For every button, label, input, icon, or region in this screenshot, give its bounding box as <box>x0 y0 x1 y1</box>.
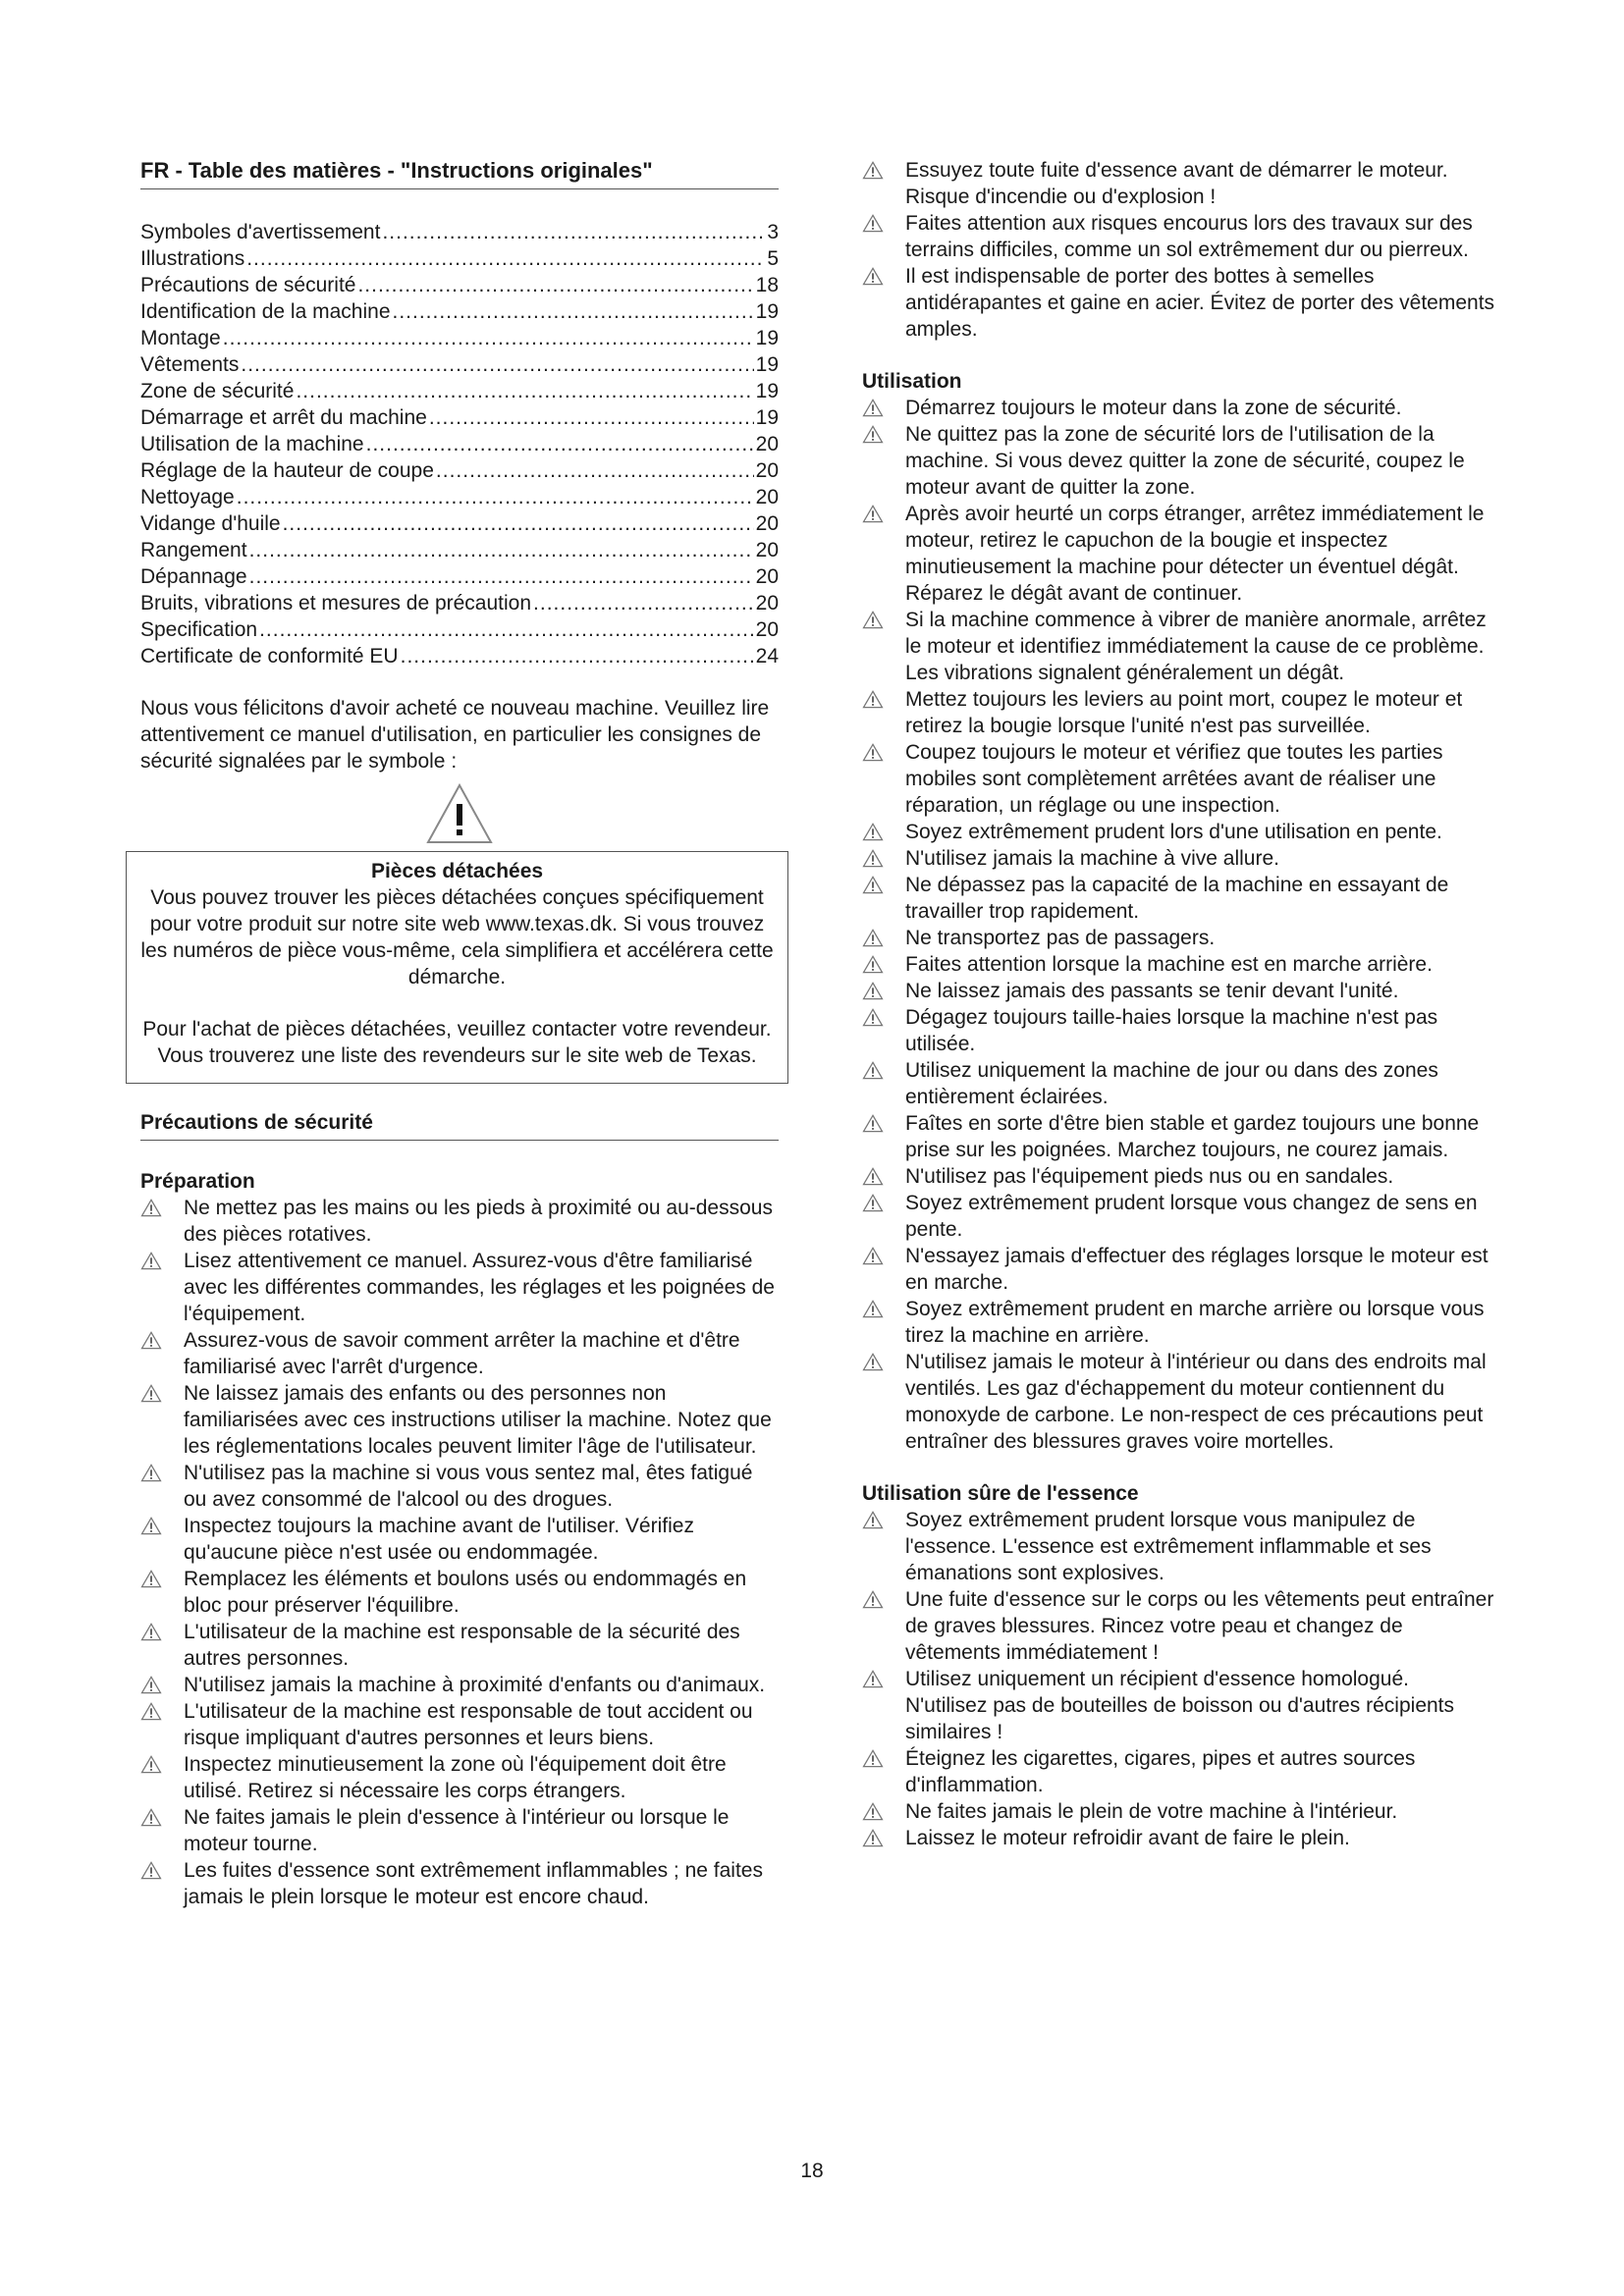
warning-item <box>140 1619 779 1672</box>
warning-item <box>140 1195 779 1248</box>
warning-item <box>862 1666 1495 1745</box>
warning-icon <box>862 849 884 868</box>
warning-item <box>862 1190 1495 1243</box>
warning-icon <box>140 1331 162 1350</box>
warning-text: Remplacez les éléments et boulons usés ou endommagés en bloc pour préserver l'équilibre. <box>184 1568 747 1617</box>
utilisation-list <box>862 395 1495 1455</box>
warning-text: Lisez attentivement ce manuel. Assurez-vous d'être familiarisé avec les différentes commandes, les réglages et les poignées de l'équipement. <box>184 1250 775 1325</box>
warning-text: Démarrez toujours le moteur dans la zone de sécurité. <box>905 397 1402 419</box>
warning-text: N'utilisez pas l'équipement pieds nus ou en sandales. <box>905 1165 1394 1188</box>
warning-icon <box>862 1829 884 1847</box>
warning-text: Soyez extrêmement prudent lors d'une utilisation en pente. <box>905 821 1442 843</box>
warning-text: L'utilisateur de la machine est responsable de tout accident ou risque impliquant d'autres personnes et leurs biens. <box>184 1700 753 1749</box>
toc-dot-leader <box>401 643 754 669</box>
warning-item <box>140 1566 779 1619</box>
warning-text: Ne mettez pas les mains ou les pieds à proximité ou au-dessous des pièces rotatives. <box>184 1197 773 1246</box>
toc-entry-title: Certificate de conformité EU <box>140 645 399 667</box>
toc-dot-leader <box>223 325 754 351</box>
warning-text: Ne faites jamais le plein de votre machine à l'intérieur. <box>905 1800 1398 1823</box>
warning-icon <box>862 1511 884 1529</box>
toc-entry <box>140 404 779 431</box>
warning-item <box>862 686 1495 739</box>
toc-entry <box>140 298 779 325</box>
toc-entry-page: 19 <box>755 353 779 376</box>
warning-icon <box>862 1353 884 1371</box>
warning-icon <box>862 1061 884 1080</box>
warning-icon <box>862 425 884 444</box>
warning-item <box>140 1804 779 1857</box>
toc-entry <box>140 219 779 245</box>
warning-text: Une fuite d'essence sur le corps ou les vêtements peut entraîner de graves blessures. Rincez votre peau et changez de vêtements immédiatement ! <box>905 1588 1494 1664</box>
toc-entry <box>140 537 779 563</box>
warning-icon <box>862 505 884 523</box>
toc-entry-title: Specification <box>140 618 258 641</box>
warning-item <box>140 1857 779 1910</box>
warning-text: Utilisez uniquement un récipient d'essence homologué. N'utilisez pas de bouteilles de boisson ou d'autres récipients similaires ! <box>905 1668 1455 1743</box>
warning-icon <box>140 1252 162 1270</box>
toc-entry-page: 19 <box>755 300 779 323</box>
warning-icon <box>862 1194 884 1212</box>
safety-heading: Précautions de sécurité <box>140 1109 779 1141</box>
toc-entry <box>140 351 779 378</box>
toc-dot-leader <box>296 378 753 404</box>
warning-item <box>862 1110 1495 1163</box>
warning-item <box>862 607 1495 686</box>
warning-text: Utilisez uniquement la machine de jour ou dans des zones entièrement éclairées. <box>905 1059 1438 1108</box>
warning-item <box>862 819 1495 845</box>
toc-entry-title: Vidange d'huile <box>140 512 281 535</box>
warning-icon <box>140 1808 162 1827</box>
warning-item <box>140 1513 779 1566</box>
warning-icon <box>862 214 884 233</box>
warning-item <box>862 925 1495 951</box>
spare-parts-title: Pièces détachées <box>370 860 544 882</box>
warning-text: Mettez toujours les leviers au point mort, coupez le moteur et retirez la bougie lorsque l'unité n'est pas surveillée. <box>905 688 1463 737</box>
toc-dot-leader <box>393 298 754 325</box>
warning-item <box>862 951 1495 978</box>
toc-entry <box>140 590 779 616</box>
warning-icon <box>862 1167 884 1186</box>
warning-text: L'utilisateur de la machine est responsable de la sécurité des autres personnes. <box>184 1621 740 1670</box>
warning-icon <box>862 690 884 709</box>
toc-entry-title: Illustrations <box>140 247 245 270</box>
toc-dot-leader <box>259 616 754 643</box>
warning-text: Il est indispensable de porter des bottes à semelles antidérapantes et gaine en acier. Évitez de porter des vêtements amples. <box>905 265 1495 341</box>
toc-dot-leader <box>241 351 753 378</box>
toc-entry-page: 20 <box>755 512 779 535</box>
toc-entry-title: Symboles d'avertissement <box>140 221 381 243</box>
fuel-safety-heading: Utilisation sûre de l'essence <box>862 1482 1139 1505</box>
warning-item <box>862 872 1495 925</box>
toc-entry-page: 20 <box>755 486 779 508</box>
warning-text: Ne laissez jamais des enfants ou des personnes non familiarisées avec ces instructions utiliser la machine. Notez que les réglementations locales peuvent limiter l'âge de l'utilisateur. <box>184 1382 772 1458</box>
warning-text: N'utilisez jamais la machine à vive allure. <box>905 847 1279 870</box>
toc-dot-leader <box>249 537 754 563</box>
preparation-heading: Préparation <box>140 1170 255 1193</box>
warning-icon <box>862 1114 884 1133</box>
warning-item <box>862 1745 1495 1798</box>
warning-item <box>862 1349 1495 1455</box>
warning-icon <box>862 1670 884 1688</box>
warning-text: Ne laissez jamais des passants se tenir devant l'unité. <box>905 980 1399 1002</box>
warning-item <box>862 1057 1495 1110</box>
warning-item <box>862 739 1495 819</box>
warning-item <box>862 1296 1495 1349</box>
warning-text: Faites attention aux risques encourus lors des travaux sur des terrains difficiles, comme un sol extrêmement dur ou pierreux. <box>905 212 1473 261</box>
toc-entry <box>140 272 779 298</box>
preparation-list-continued <box>862 157 1495 343</box>
toc-entry-title: Montage <box>140 327 221 349</box>
toc-entry-title: Réglage de la hauteur de coupe <box>140 459 434 482</box>
warning-text: Coupez toujours le moteur et vérifiez que toutes les parties mobiles sont complètement arrêtées avant de réaliser une réparation, un réglage ou une inspection. <box>905 741 1443 817</box>
toc-entry-title: Rangement <box>140 539 247 561</box>
warning-text: Éteignez les cigarettes, cigares, pipes et autres sources d'inflammation. <box>905 1747 1416 1796</box>
warning-text: Ne transportez pas de passagers. <box>905 927 1216 949</box>
warning-item <box>862 1243 1495 1296</box>
warning-icon <box>140 1384 162 1403</box>
spare-parts-dealer-paragraph: Pour l'achat de pièces détachées, veuillez contacter votre revendeur. Vous trouverez une liste des revendeurs sur le site web de Texas. <box>142 1018 772 1067</box>
toc-entry-page: 18 <box>755 274 779 296</box>
toc-entry <box>140 245 779 272</box>
warning-item <box>862 1507 1495 1586</box>
right-column <box>862 157 1495 1851</box>
warning-item <box>862 263 1495 343</box>
preparation-list <box>140 1195 779 1910</box>
toc-entry <box>140 431 779 457</box>
utilisation-heading: Utilisation <box>862 370 962 393</box>
toc-entry <box>140 484 779 510</box>
warning-item <box>862 1798 1495 1825</box>
warning-icon <box>862 399 884 417</box>
toc-dot-leader <box>237 484 754 510</box>
spare-parts-box <box>126 851 788 1084</box>
warning-item <box>140 1380 779 1460</box>
warning-text: N'essayez jamais d'effectuer des réglages lorsque le moteur est en marche. <box>905 1245 1489 1294</box>
toc-entry-title: Bruits, vibrations et mesures de précaution <box>140 592 532 614</box>
warning-icon <box>862 876 884 894</box>
warning-icon <box>140 1570 162 1588</box>
toc-entry <box>140 510 779 537</box>
warning-icon <box>862 743 884 762</box>
warning-text: N'utilisez pas la machine si vous vous sentez mal, êtes fatigué ou avez consommé de l'alcool ou des drogues. <box>184 1462 753 1511</box>
warning-item <box>140 1751 779 1804</box>
toc-dot-leader <box>533 590 754 616</box>
toc-heading: FR - Table des matières - "Instructions originales" <box>140 157 779 189</box>
left-column <box>140 157 779 1910</box>
warning-item <box>862 1163 1495 1190</box>
warning-text: Soyez extrêmement prudent en marche arrière ou lorsque vous tirez la machine en arrière. <box>905 1298 1485 1347</box>
toc-list <box>140 219 779 669</box>
warning-icon <box>862 1590 884 1609</box>
warning-text: Essuyez toute fuite d'essence avant de démarrer le moteur. Risque d'incendie ou d'explosion ! <box>905 159 1448 208</box>
warning-item <box>140 1698 779 1751</box>
warning-icon <box>862 955 884 974</box>
toc-entry-page: 19 <box>755 327 779 349</box>
warning-icon <box>862 267 884 286</box>
warning-icon <box>862 929 884 947</box>
warning-item <box>862 845 1495 872</box>
toc-entry-page: 20 <box>755 433 779 455</box>
warning-item <box>862 395 1495 421</box>
warning-text: Faites attention lorsque la machine est en marche arrière. <box>905 953 1433 976</box>
toc-dot-leader <box>246 245 765 272</box>
toc-entry-title: Précautions de sécurité <box>140 274 356 296</box>
toc-entry-page: 19 <box>755 380 779 402</box>
toc-entry <box>140 616 779 643</box>
warning-text: Ne dépassez pas la capacité de la machine en essayant de travailler trop rapidement. <box>905 874 1449 923</box>
spare-parts-paragraph: Vous pouvez trouver les pièces détachées conçues spécifiquement pour votre produit sur notre site web www.texas.dk. Si vous trouvez les numéros de pièce vous-même, cela simplifiera et accélérera cette démarche. <box>140 886 774 988</box>
toc-dot-leader <box>249 563 754 590</box>
warning-text: N'utilisez jamais le moteur à l'intérieur ou dans des endroits mal ventilés. Les gaz d'échappement du moteur contiennent du monoxyde de carbone. Le non-respect de ces précautions peut entraîner des blessures graves voire mortelles. <box>905 1351 1487 1453</box>
warning-item <box>862 1825 1495 1851</box>
warning-icon <box>862 611 884 629</box>
warning-icon <box>140 1464 162 1482</box>
warning-text: Ne quittez pas la zone de sécurité lors de l'utilisation de la machine. Si vous devez quitter la zone de sécurité, coupez le moteur avant de quitter la zone. <box>905 423 1465 499</box>
warning-icon <box>862 1008 884 1027</box>
toc-entry-title: Identification de la machine <box>140 300 391 323</box>
toc-entry <box>140 563 779 590</box>
toc-dot-leader <box>357 272 753 298</box>
warning-text: Assurez-vous de savoir comment arrêter la machine et d'être familiarisé avec l'arrêt d'urgence. <box>184 1329 740 1378</box>
warning-icon <box>862 1300 884 1318</box>
toc-entry-page: 20 <box>755 539 779 561</box>
toc-dot-leader <box>436 457 754 484</box>
toc-entry-page: 5 <box>767 247 779 270</box>
warning-text: Ne faites jamais le plein d'essence à l'intérieur ou lorsque le moteur tourne. <box>184 1806 730 1855</box>
warning-text: Inspectez toujours la machine avant de l'utiliser. Vérifiez qu'aucune pièce n'est usée ou endommagée. <box>184 1515 694 1564</box>
warning-icon <box>425 782 494 845</box>
warning-icon <box>140 1702 162 1721</box>
warning-item <box>140 1460 779 1513</box>
toc-entry <box>140 643 779 669</box>
toc-entry-page: 24 <box>755 645 779 667</box>
warning-icon <box>140 1623 162 1641</box>
warning-icon <box>140 1676 162 1694</box>
toc-entry-title: Vêtements <box>140 353 240 376</box>
toc-entry <box>140 325 779 351</box>
toc-entry-page: 20 <box>755 565 779 588</box>
warning-text: Soyez extrêmement prudent lorsque vous changez de sens en pente. <box>905 1192 1478 1241</box>
toc-entry-page: 20 <box>755 618 779 641</box>
warning-text: Si la machine commence à vibrer de manière anormale, arrêtez le moteur et identifiez immédiatement la cause de ce problème. Les vibrations signalent généralement un dégât. <box>905 609 1487 684</box>
warning-text: N'utilisez jamais la machine à proximité d'enfants ou d'animaux. <box>184 1674 766 1696</box>
warning-item <box>862 978 1495 1004</box>
warning-icon <box>862 161 884 180</box>
warning-icon <box>862 1802 884 1821</box>
warning-item <box>862 210 1495 263</box>
warning-icon <box>140 1517 162 1535</box>
warning-text: Les fuites d'essence sont extrêmement inflammables ; ne faites jamais le plein lorsque le moteur est encore chaud. <box>184 1859 763 1908</box>
warning-item <box>140 1672 779 1698</box>
warning-item <box>862 157 1495 210</box>
toc-entry-title: Démarrage et arrêt du machine <box>140 406 427 429</box>
warning-item <box>862 421 1495 501</box>
warning-item <box>862 1004 1495 1057</box>
warning-icon <box>140 1199 162 1217</box>
toc-entry-page: 19 <box>755 406 779 429</box>
warning-item <box>140 1327 779 1380</box>
toc-entry-title: Utilisation de la machine <box>140 433 364 455</box>
intro-paragraph: Nous vous félicitons d'avoir acheté ce nouveau machine. Veuillez lire attentivement ce manuel d'utilisation, en particulier les consignes de sécurité signalées par le symbole : <box>140 697 770 773</box>
warning-icon <box>862 1247 884 1265</box>
warning-text: Inspectez minutieusement la zone où l'équipement doit être utilisé. Retirez si nécessaire les corps étrangers. <box>184 1753 727 1802</box>
fuel-safety-list <box>862 1507 1495 1851</box>
warning-icon <box>862 982 884 1000</box>
toc-entry-page: 20 <box>755 592 779 614</box>
warning-item <box>862 1586 1495 1666</box>
toc-dot-leader <box>283 510 754 537</box>
toc-entry-page: 3 <box>767 221 779 243</box>
warning-text: Faîtes en sorte d'être bien stable et gardez toujours une bonne prise sur les poignées. Marchez toujours, ne courez jamais. <box>905 1112 1480 1161</box>
page-number: 18 <box>800 2160 824 2182</box>
toc-entry <box>140 378 779 404</box>
warning-item <box>140 1248 779 1327</box>
toc-dot-leader <box>366 431 754 457</box>
warning-icon <box>140 1755 162 1774</box>
warning-text: Dégagez toujours taille-haies lorsque la machine n'est pas utilisée. <box>905 1006 1438 1055</box>
toc-entry-title: Zone de sécurité <box>140 380 295 402</box>
warning-text: Laissez le moteur refroidir avant de faire le plein. <box>905 1827 1350 1849</box>
toc-entry-title: Nettoyage <box>140 486 235 508</box>
warning-text: Après avoir heurté un corps étranger, arrêtez immédiatement le moteur, retirez le capuchon de la bougie et inspectez minutieusement la machine pour détecter un éventuel dégât. Réparez le dégât avant de continuer. <box>905 503 1485 605</box>
toc-dot-leader <box>429 404 754 431</box>
toc-dot-leader <box>382 219 765 245</box>
warning-icon <box>862 823 884 841</box>
toc-entry <box>140 457 779 484</box>
warning-icon <box>140 1861 162 1880</box>
warning-icon <box>862 1749 884 1768</box>
warning-text: Soyez extrêmement prudent lorsque vous manipulez de l'essence. L'essence est extrêmement inflammable et ses émanations sont explosives. <box>905 1509 1432 1584</box>
toc-entry-title: Dépannage <box>140 565 247 588</box>
warning-item <box>862 501 1495 607</box>
toc-entry-page: 20 <box>755 459 779 482</box>
